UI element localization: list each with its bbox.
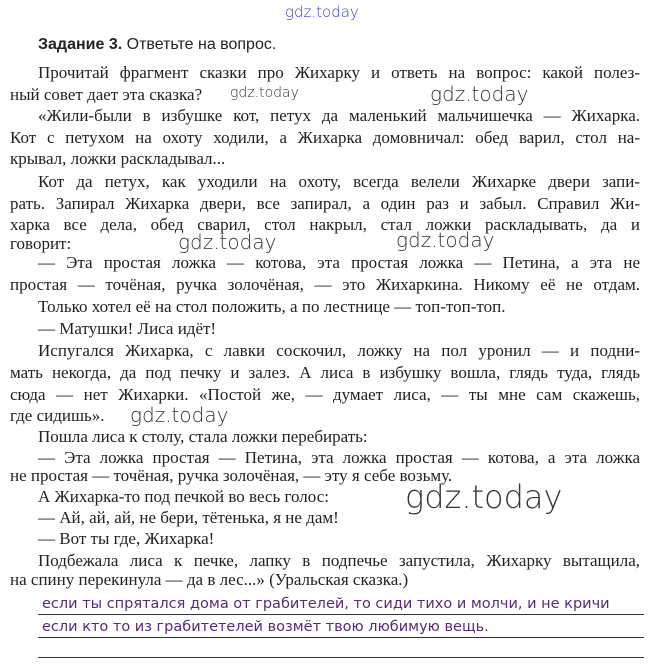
task-heading xyxy=(38,36,276,54)
text-line: крывал, ложки раскладывал... xyxy=(10,149,226,168)
task-text: Ответьте на вопрос. xyxy=(122,36,277,53)
watermark: gdz.today xyxy=(130,403,229,427)
watermark: gdz.today xyxy=(230,85,299,101)
task-label: Задание 3. xyxy=(38,36,123,53)
text-line: сюда — нет Жихарки. «Постой же, — думает лиса, — ты мне сам скажешь, xyxy=(10,385,640,404)
text-line: на спину перекинула — да в лес...» (Уральская сказка.) xyxy=(10,570,409,589)
watermark: gdz.today xyxy=(396,228,495,252)
text-line: Подбежала лиса к печке, лапку в подпечье запустила, Жихарку вытащила, xyxy=(38,551,640,570)
answer-line[interactable]: если кто то из грабитетелей возмёт твою любимую вещь. xyxy=(38,617,644,638)
text-line: простая — точёная, ручка золочёная, — это Жихаркина. Никому её не отдам. xyxy=(10,275,640,294)
text-line: Прочитай фрагмент сказки про Жихарку и ответь на вопрос: какой полез- xyxy=(38,63,640,82)
watermark: gdz.today xyxy=(405,478,563,516)
text-line: мать некогда, да под печку и залез. А лиса в избушку вошла, глядь туда, глядь xyxy=(10,363,640,382)
text-line: харка все дела, обед сварил, стол накрыл, стал ложки раскладывать, да и xyxy=(10,215,640,234)
watermark: gdz.today xyxy=(285,3,359,21)
text-line: не простая — точёная, ручка золочёная, — эту я себе возьму. xyxy=(10,466,453,485)
text-line: — Вот ты где, Жихарка! xyxy=(38,529,215,548)
text-line: говорит: xyxy=(10,234,72,253)
answer-line[interactable] xyxy=(38,637,644,658)
text-line: ный совет дает эта сказка? xyxy=(10,85,203,104)
text-line: Пошла лиса к столу, стала ложки перебирать: xyxy=(38,427,368,446)
text-line: Испугался Жихарка, с лавки соскочил, ложку на пол уронил — и подни- xyxy=(38,341,640,360)
text-line: рать. Запирал Жихарка двери, все запирал, а один раз и забыл. Справил Жи- xyxy=(10,194,640,213)
watermark: gdz.today xyxy=(178,230,277,254)
answer-line[interactable]: если ты спрятался дома от грабителей, то сиди тихо и молчи, и не кричи xyxy=(38,594,644,615)
text-line: Только хотел её на стол положить, а по лестнице — топ-топ-топ. xyxy=(38,297,506,316)
text-line: — Эта ложка простая — Петина, эта ложка простая — котова, а эта ложка xyxy=(38,448,640,467)
text-line: «Жили-были в избушке кот, петух да маленький мальчишечка — Жихарка. xyxy=(38,106,640,125)
text-line: — Эта простая ложка — котова, эта простая ложка — Петина, а эта не xyxy=(38,253,640,272)
text-line: где сидишь». xyxy=(10,406,105,425)
text-line: Кот с петухом на охоту ходили, а Жихарка домовничал: обед варил, стол на- xyxy=(10,128,640,147)
watermark: gdz.today xyxy=(430,82,529,106)
text-line: Кот да петух, как уходили на охоту, всегда велели Жихарке двери запи- xyxy=(38,172,640,191)
text-line: — Ай, ай, ай, не бери, тётенька, я не дам! xyxy=(38,508,339,527)
text-line: — Матушки! Лиса идёт! xyxy=(38,319,217,338)
text-line: А Жихарка-то под печкой во весь голос: xyxy=(38,487,329,506)
